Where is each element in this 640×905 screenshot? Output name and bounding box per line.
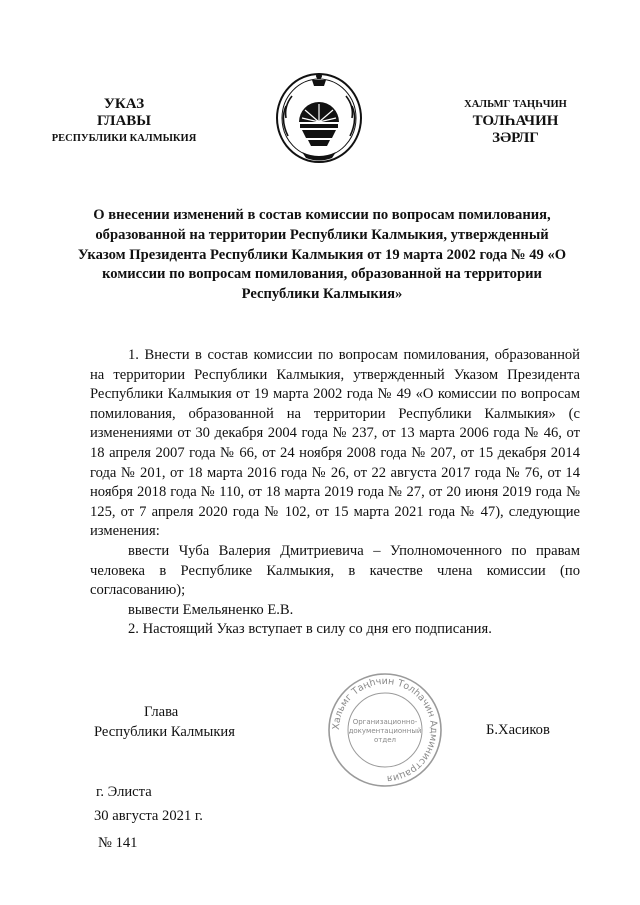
emblem-icon [272, 66, 366, 166]
stamp-center-line2: документационный [348, 727, 422, 735]
header-left [30, 96, 218, 147]
paragraph-2: 2. Настоящий Указ вступает в силу со дня его подписания. [128, 621, 492, 638]
signatory-role-line2: Республики Калмыкия [94, 724, 235, 740]
document-title: О внесении изменений в состав комиссии по вопросам помилования, образованной на территории Республики Калмыкия, утвержденный Указом Президента Республики Калмыкия от 19 марта 2002 года № 49 «О комиссии по вопросам помилования, образованной на территории Республики Калмыкия» [77, 207, 567, 303]
header-left-line1: УКАЗ [103, 96, 145, 112]
header-right [438, 96, 593, 147]
document-number: № 141 [98, 835, 138, 851]
header-right-line2: ТОЛҺАЧИН [472, 113, 559, 129]
paragraph-remove-member: вывести Емельяненко Е.В. [128, 601, 294, 618]
stamp-center-line1: Организационно- [352, 718, 418, 726]
stamp-icon [325, 670, 445, 790]
place: г. Элиста [96, 784, 152, 800]
signatory-role-line1: Глава [144, 704, 179, 720]
document-body [90, 346, 580, 640]
document-date: 30 августа 2021 г. [94, 808, 203, 824]
paragraph-1: 1. Внести в состав комиссии по вопросам помилования, образованной на территории Республики Калмыкия, утвержденный Указом Президента Республики Калмыкия от 19 марта 2002 года № 49 «О комиссии по вопросам помилования, образованной на территории Республики Калмыкия» (с изменениями от 30 декабря 2004 года № 237, от 13 марта 2006 года № 46, от 18 апреля 2007 года № 66, от 24 ноября 2008 года № 207, от 15 декабря 2014 года № 201, от 18 марта 2016 года № 26, от 22 августа 2017 года № 76, от 14 ноября 2018 года № 110, от 18 марта 2019 года № 27, от 20 июня 2019 года № 125, от 7 апреля 2020 года № 102, от 15 марта 2021 года № 47), следующие изменения: [90, 347, 580, 540]
header-right-line3: ЗӘРЛГ [492, 130, 539, 146]
stamp-center-line3: отдел [374, 736, 396, 744]
header-left-line3: РЕСПУБЛИКИ КАЛМЫКИЯ [51, 133, 197, 144]
stamp-ring-text: Хальмг Таңһчин Толһачин Администрация [330, 675, 440, 785]
signatory-name: Б.Хасиков [486, 722, 550, 738]
header-right-line1: ХАЛЬМГ ТАҢҺЧИН [464, 99, 567, 110]
header-left-line2: ГЛАВЫ [96, 113, 152, 129]
signatory-role [94, 702, 254, 742]
paragraph-add-member: ввести Чуба Валерия Дмитриевича – Уполномоченного по правам человека в Республике Калмыкия, в качестве члена комиссии (по согласованию); [90, 542, 580, 599]
